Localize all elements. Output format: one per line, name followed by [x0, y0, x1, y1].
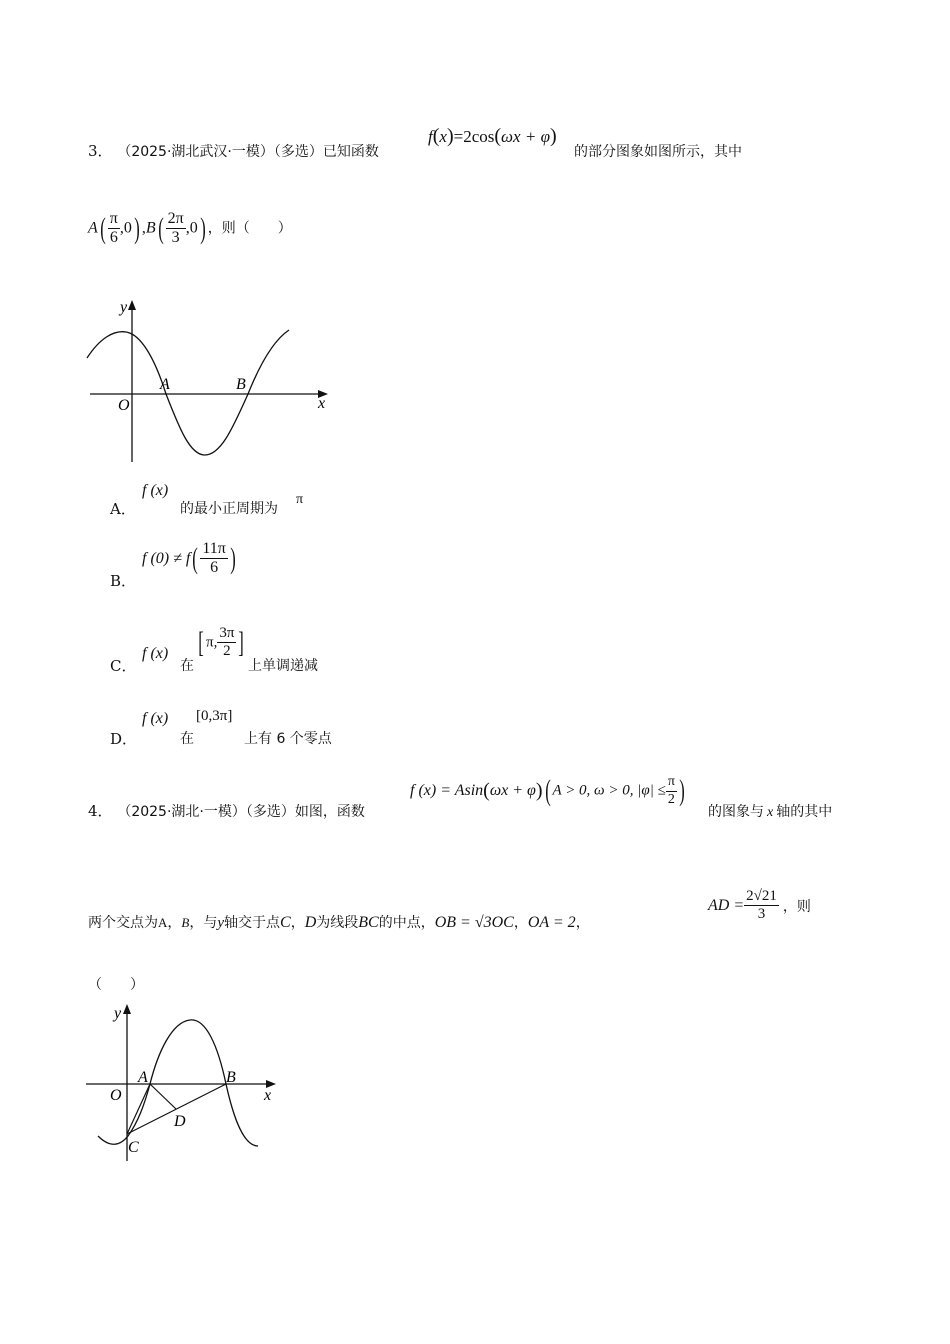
q3-label-o: O [118, 397, 130, 414]
q4-function: f (x) = Asin(ωx + φ)( A > 0, ω > 0, |φ| ≤ $\frac{\pi}{2}$ ) [410, 774, 685, 807]
q4-segment-ac [127, 1084, 150, 1134]
option-c-interval: [ π, $\frac{3\pi}{2}$ ] [198, 625, 245, 660]
option-c-math: f (x) [142, 645, 169, 662]
q3-label-a: A [160, 376, 170, 393]
q4-stem [88, 800, 365, 821]
q3-graph [80, 292, 340, 472]
q4-answer-blank: （ ） [88, 977, 144, 993]
q3-points: A( $\frac{\pi}{6}$ ,0) ,B( $\frac{2\pi}{3}$ ,0) ，则（ ） [88, 210, 292, 247]
q4-graph [80, 996, 300, 1166]
option-c-text: 上单调递减 [248, 658, 318, 674]
q4-y-arrow [123, 1004, 131, 1014]
q4-segment-ad [150, 1084, 176, 1109]
option-d-text-before: 在 [180, 731, 194, 747]
option-c-text-before: 在 [180, 658, 194, 674]
q4-label-b: B [226, 1069, 236, 1086]
option-c-label: C． [110, 657, 137, 675]
q3-label-x: x [318, 395, 326, 412]
q4-label-c: C [128, 1139, 139, 1156]
q3-number: 3． [88, 142, 113, 160]
q3-label-y: y [120, 299, 128, 316]
option-a-label: A． [110, 500, 136, 518]
q3-source: （2025·湖北武汉·一模）（多选）已知函数 [117, 144, 379, 160]
q3-stem-tail: 的部分图象如图所示，其中 [574, 144, 742, 160]
q4-label-x: x [264, 1087, 272, 1104]
option-a-extra: π [296, 492, 304, 507]
q4-stem-tail: 的图象与 x 轴的其中 [708, 804, 833, 820]
q4-label-a: A [138, 1069, 148, 1086]
q3-y-arrow [128, 300, 136, 310]
option-a-text: 的最小正周期为 [180, 501, 278, 517]
option-a-math: f (x) [142, 482, 169, 499]
q4-label-y: y [114, 1005, 122, 1022]
option-d-interval: [0,3π] [196, 708, 233, 724]
q4-line2: 两个交点为A，B，与y轴交于点C，D为线段BC的中点，OB = √3OC，OA = 2， [88, 914, 590, 931]
option-d-label: D． [110, 730, 138, 748]
q4-label-d: D [174, 1113, 186, 1130]
q3-label-b: B [236, 376, 246, 393]
q3-curve [87, 330, 289, 455]
q3-stem [88, 140, 379, 161]
q4-number: 4． [88, 802, 113, 820]
q3-function: f(x)=2cos(ωx + φ) [428, 125, 557, 147]
q4-source: （2025·湖北·一模）（多选）如图，函数 [117, 804, 365, 820]
q4-label-o: O [110, 1087, 122, 1104]
option-d-math: f (x) [142, 710, 169, 727]
option-d-text: 上有 6 个零点 [244, 731, 332, 747]
option-b-math: f (0) ≠ f( $\frac{11\pi}{6}$ ) [142, 540, 236, 577]
option-b-label: B． [110, 572, 137, 590]
q4-ad: AD = $\frac{2√21}{3}$ ，则 [708, 888, 811, 923]
